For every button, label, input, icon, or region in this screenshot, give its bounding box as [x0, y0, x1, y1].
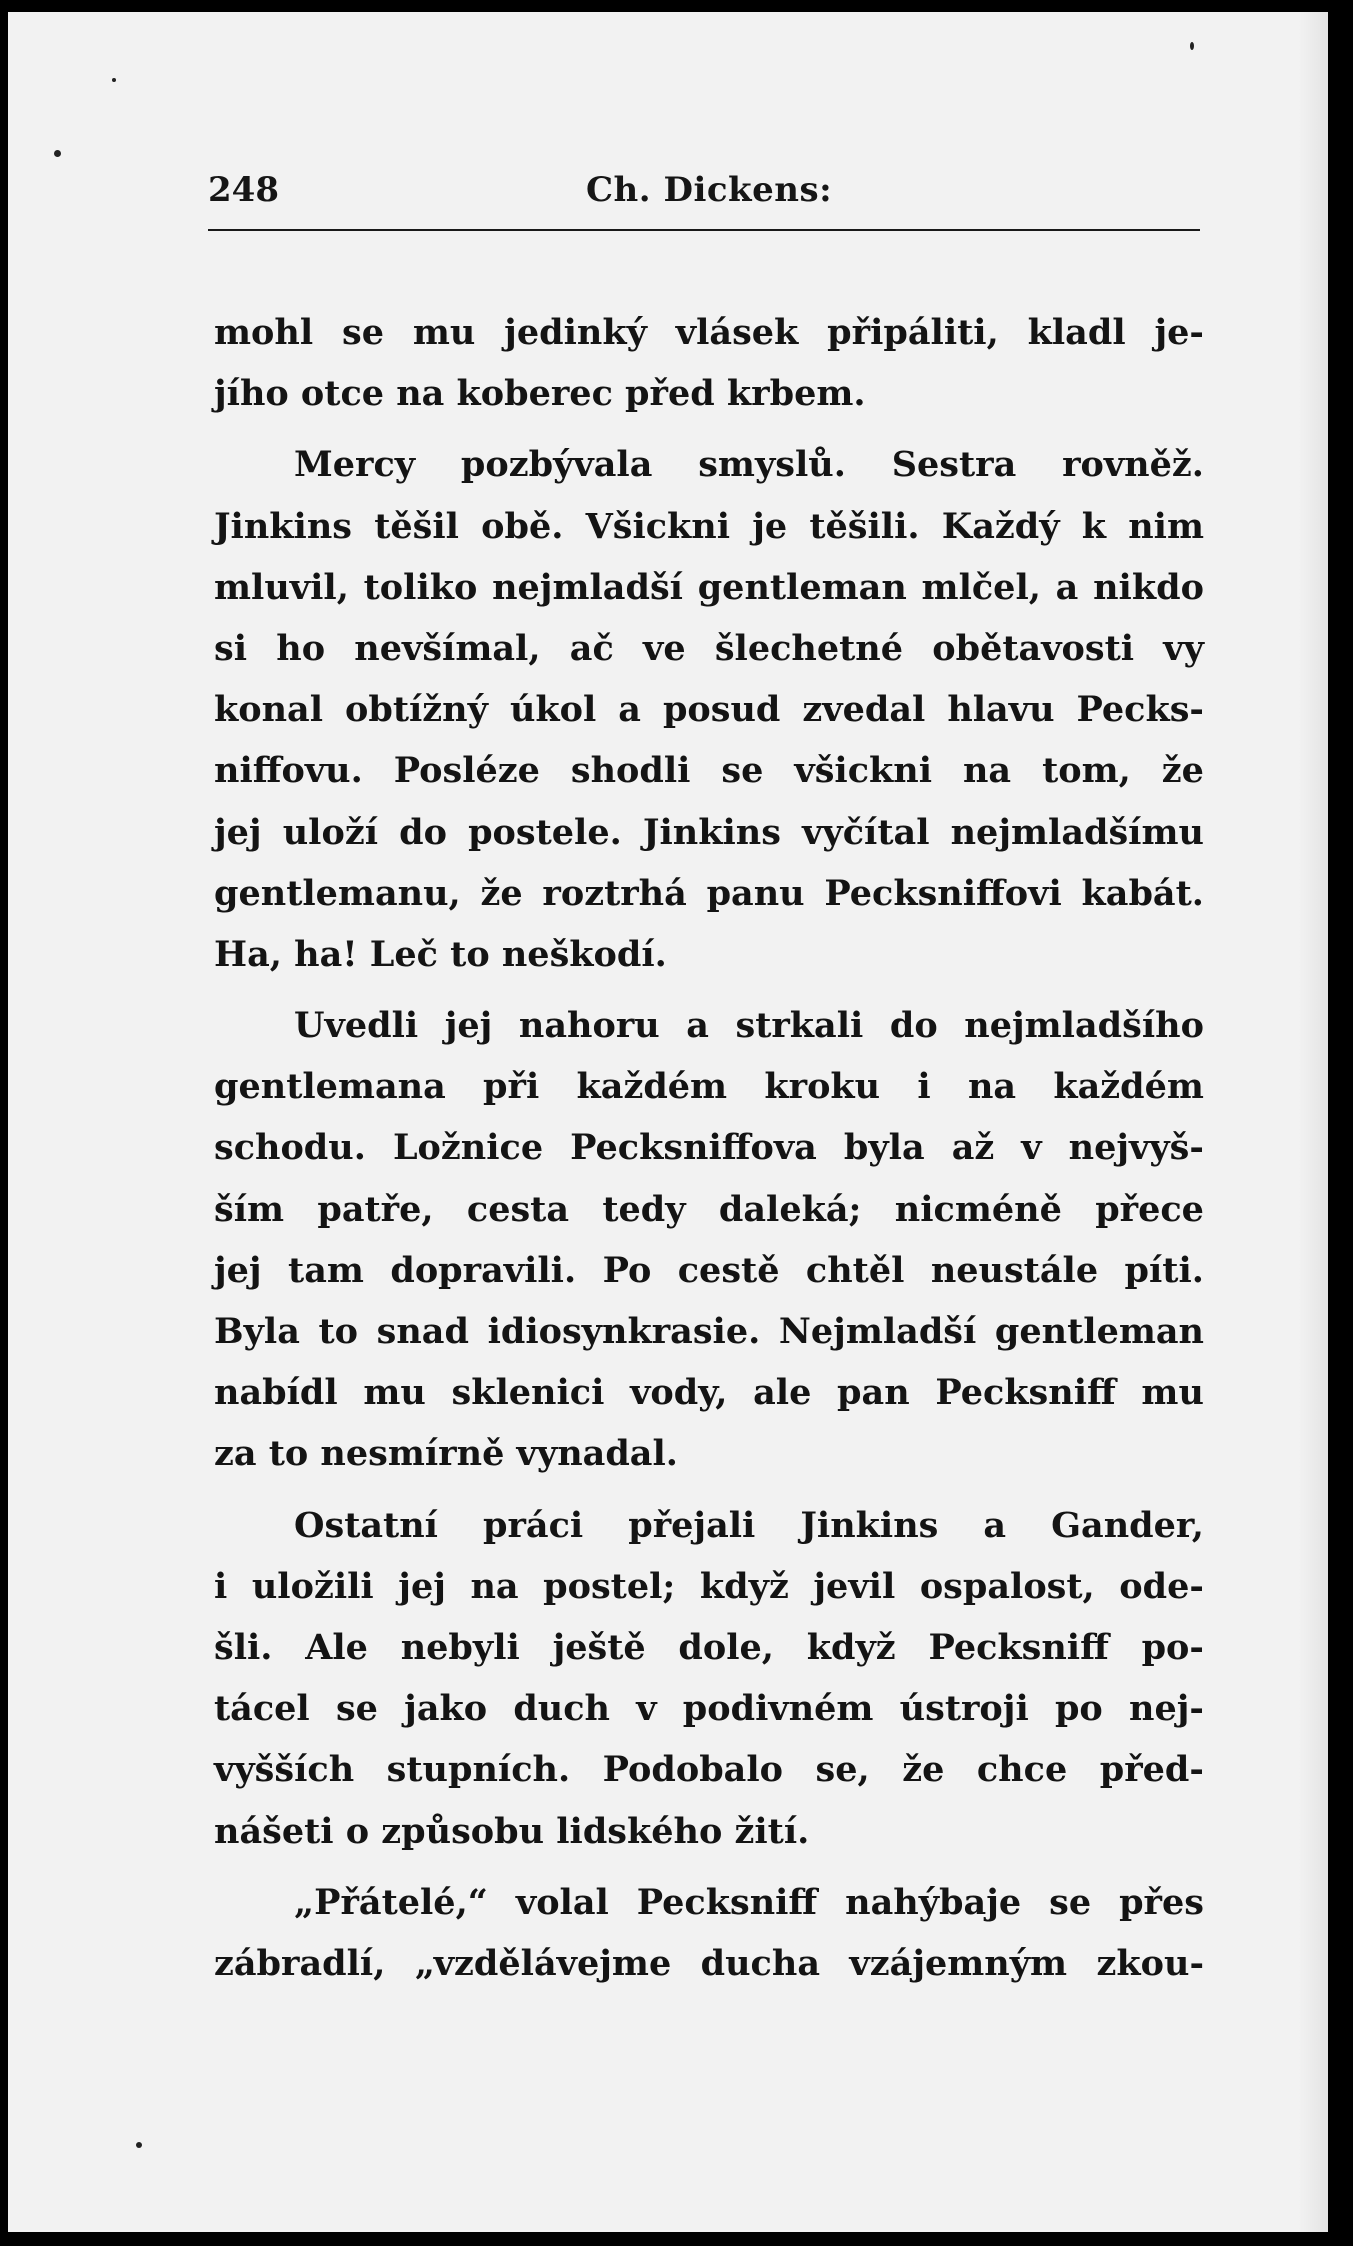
- text-line: Ostatní práci přejali Jinkins a Gander,: [294, 1504, 1204, 1546]
- text-line: niffovu. Posléze shodli se všickni na tom, že: [214, 750, 1204, 792]
- scan-speck: [136, 2142, 142, 2148]
- text-line: Ha, ha! Leč to neškodí.: [214, 933, 667, 975]
- page-number: 248: [208, 170, 279, 210]
- running-head: Ch. Dickens:: [586, 170, 833, 210]
- text-line: ším patře, cesta tedy daleká; nicméně přece: [214, 1188, 1204, 1230]
- text-line: šli. Ale nebyli ještě dole, když Pecksniff po-: [214, 1626, 1204, 1668]
- text-line: i uložili jej na postel; když jevil ospalost, ode-: [214, 1565, 1204, 1607]
- text-line: tácel se jako duch v podivném ústroji po nej-: [214, 1688, 1204, 1730]
- text-line: jej tam dopravili. Po cestě chtěl neustále píti.: [214, 1249, 1204, 1291]
- text-line: mluvil, toliko nejmladší gentleman mlčel, a nikdo: [214, 566, 1204, 608]
- text-line: zábradlí, „vzdělávejme ducha vzájemným zkou-: [214, 1942, 1204, 1984]
- text-line: Byla to snad idiosynkrasie. Nejmladší gentleman: [214, 1311, 1204, 1352]
- text-line: Mercy pozbývala smyslů. Sestra rovněž.: [294, 444, 1204, 486]
- scan-speck: [1190, 42, 1194, 50]
- text-line: gentlemana při každém kroku i na každém: [214, 1066, 1204, 1108]
- text-line: jej uloží do postele. Jinkins vyčítal nejmladšímu: [214, 811, 1204, 853]
- text-line: si ho nevšímal, ač ve šlechetné obětavosti vy: [214, 627, 1204, 669]
- text-line: konal obtížný úkol a posud zvedal hlavu Pecks-: [214, 689, 1204, 731]
- scan-speck: [112, 78, 116, 82]
- paragraph-4: [214, 1495, 1204, 1862]
- text-line: nabídl mu sklenici vody, ale pan Pecksniff mu: [214, 1372, 1204, 1414]
- paragraph-5: [214, 1872, 1204, 1994]
- text-line: jího otce na koberec před krbem.: [214, 373, 866, 415]
- text-line: za to nesmírně vynadal.: [214, 1433, 678, 1475]
- paragraph-3: [214, 995, 1204, 1485]
- text-line: „Přátelé,“ volal Pecksniff nahýbaje se přes: [294, 1881, 1204, 1923]
- text-line: Jinkins těšil obě. Všickni je těšili. Každý k nim: [214, 505, 1204, 547]
- scan-shadow: [1298, 12, 1328, 2232]
- text-line: mohl se mu jedinký vlásek připáliti, kladl je-: [214, 312, 1204, 353]
- scan-speck: [54, 150, 61, 157]
- page-header: [208, 170, 1200, 220]
- header-rule: [208, 229, 1200, 231]
- text-line: gentlemanu, že roztrhá panu Pecksniffovi kabát.: [214, 872, 1204, 914]
- paragraph-1: [214, 302, 1204, 424]
- text-line: schodu. Ložnice Pecksniffova byla až v nejvyš-: [214, 1127, 1204, 1169]
- text-line: nášeti o způsobu lidského žití.: [214, 1810, 810, 1852]
- text-line: Uvedli jej nahoru a strkali do nejmladšího: [294, 1005, 1204, 1047]
- body-text: [214, 302, 1204, 2004]
- book-page: [8, 12, 1328, 2232]
- text-line: vyšších stupních. Podobalo se, že chce před-: [214, 1749, 1204, 1791]
- paragraph-2: [214, 434, 1204, 985]
